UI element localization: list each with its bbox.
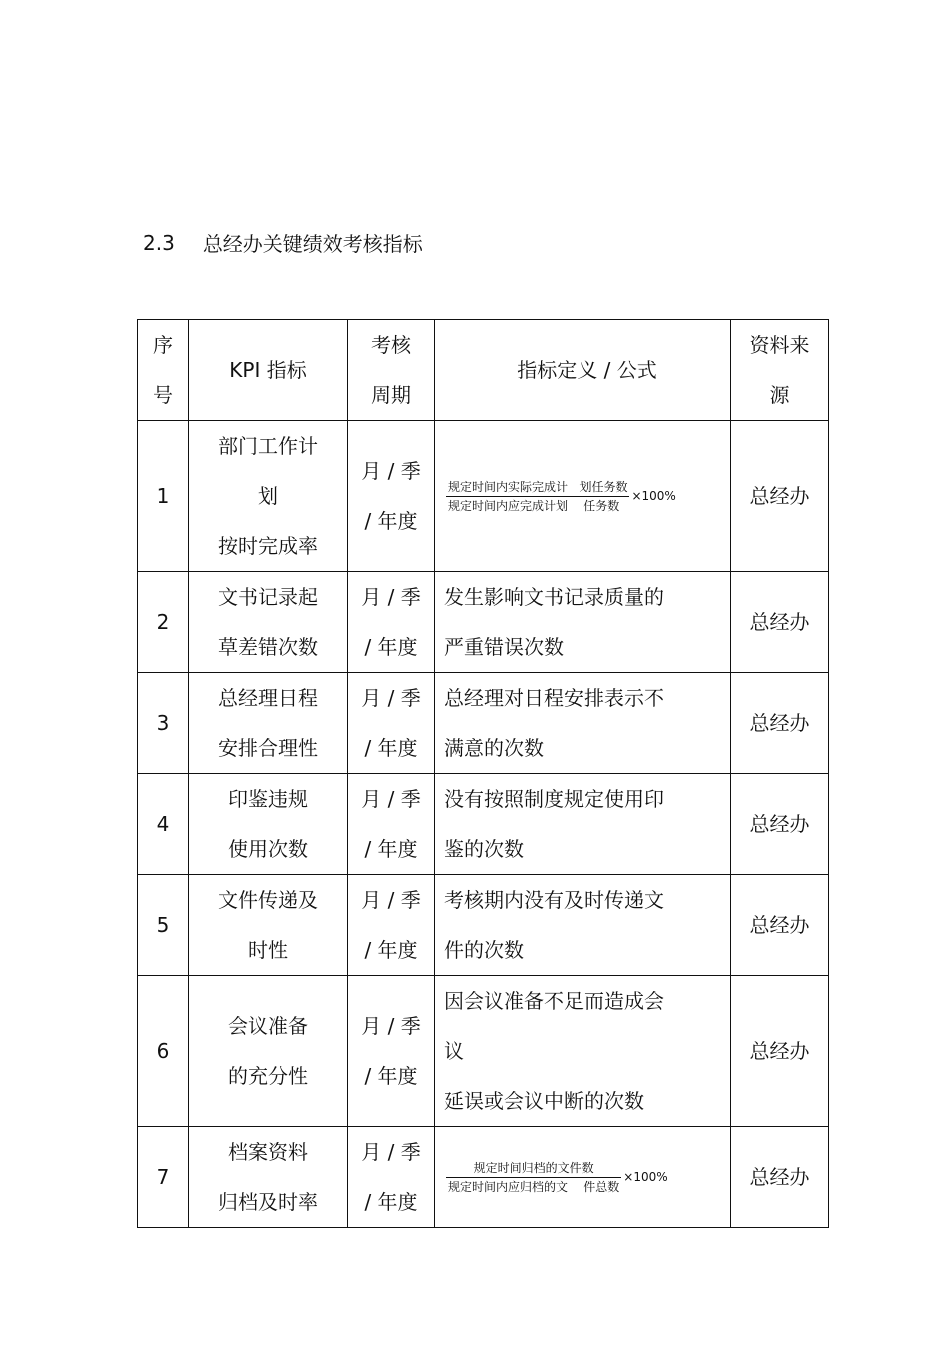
row-no: 6 (138, 976, 189, 1127)
row-kpi: 部门工作计 划 按时完成率 (189, 421, 348, 572)
fraction (446, 478, 629, 515)
row-no: 3 (138, 673, 189, 774)
formula-numerator: 规定时间归档的文件数 (446, 1159, 621, 1178)
header-kpi: KPI 指标 (189, 320, 348, 421)
row-no: 4 (138, 774, 189, 875)
row-source: 总经办 (731, 421, 829, 572)
row-no: 1 (138, 421, 189, 572)
row-source: 总经办 (731, 875, 829, 976)
table-row (138, 1127, 829, 1228)
row-definition: 总经理对日程安排表示不 满意的次数 (435, 673, 731, 774)
row-cycle: 月 / 季 / 年度 (348, 673, 435, 774)
formula (444, 1159, 730, 1196)
header-no: 序 号 (138, 320, 189, 421)
row-no: 7 (138, 1127, 189, 1228)
row-no: 2 (138, 572, 189, 673)
row-cycle: 月 / 季 / 年度 (348, 421, 435, 572)
formula-denominator: 规定时间内应归档的文 件总数 (448, 1179, 620, 1194)
table-row (138, 572, 829, 673)
row-kpi: 印鉴违规 使用次数 (189, 774, 348, 875)
row-kpi: 会议准备 的充分性 (189, 976, 348, 1127)
row-kpi: 文件传递及 时性 (189, 875, 348, 976)
header-cycle: 考核 周期 (348, 320, 435, 421)
formula-numerator: 规定时间内实际完成计 划任务数 (446, 478, 629, 497)
table-row (138, 421, 829, 572)
row-formula (435, 1127, 731, 1228)
table-row (138, 673, 829, 774)
table-row (138, 976, 829, 1127)
row-definition: 因会议准备不足而造成会 议 延误或会议中断的次数 (435, 976, 731, 1127)
row-no: 5 (138, 875, 189, 976)
header-definition: 指标定义 / 公式 (435, 320, 731, 421)
formula-multiplier: ×100% (631, 489, 676, 503)
row-definition: 考核期内没有及时传递文 件的次数 (435, 875, 731, 976)
row-source: 总经办 (731, 1127, 829, 1228)
formula-denominator: 规定时间内应完成计划 任务数 (448, 498, 620, 513)
table-header-row (138, 320, 829, 421)
header-source: 资料来 源 (731, 320, 829, 421)
row-formula (435, 421, 731, 572)
row-source: 总经办 (731, 774, 829, 875)
row-kpi: 文书记录起 草差错次数 (189, 572, 348, 673)
row-source: 总经办 (731, 673, 829, 774)
row-source: 总经办 (731, 572, 829, 673)
row-definition: 发生影响文书记录质量的 严重错误次数 (435, 572, 731, 673)
row-cycle: 月 / 季 / 年度 (348, 976, 435, 1127)
formula-multiplier: ×100% (623, 1170, 668, 1184)
section-title: 总经办关键绩效考核指标 (202, 232, 423, 256)
section-heading (143, 228, 423, 257)
row-kpi: 档案资料 归档及时率 (189, 1127, 348, 1228)
formula (444, 478, 730, 515)
row-cycle: 月 / 季 / 年度 (348, 572, 435, 673)
row-definition: 没有按照制度规定使用印 鉴的次数 (435, 774, 731, 875)
row-cycle: 月 / 季 / 年度 (348, 774, 435, 875)
fraction (446, 1159, 621, 1196)
row-cycle: 月 / 季 / 年度 (348, 875, 435, 976)
section-number: 2.3 (143, 230, 175, 255)
row-kpi: 总经理日程 安排合理性 (189, 673, 348, 774)
row-source: 总经办 (731, 976, 829, 1127)
table-row (138, 774, 829, 875)
kpi-table (137, 319, 829, 1228)
table-row (138, 875, 829, 976)
row-cycle: 月 / 季 / 年度 (348, 1127, 435, 1228)
